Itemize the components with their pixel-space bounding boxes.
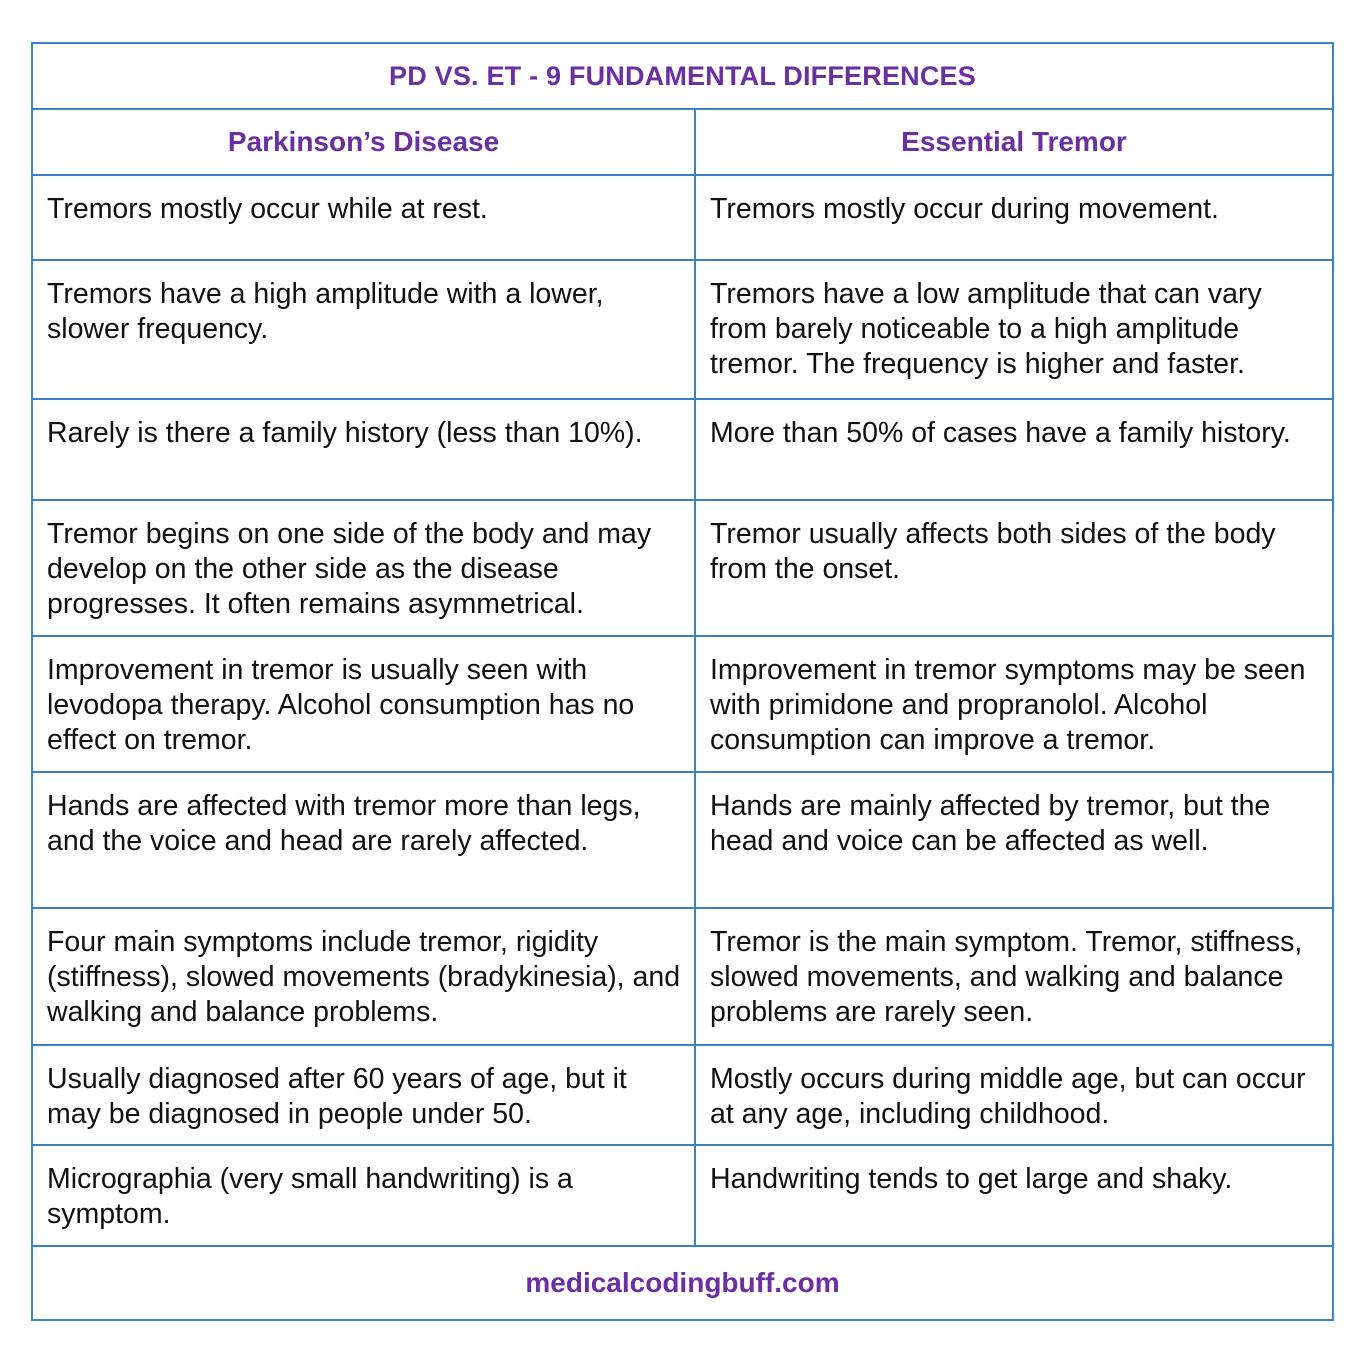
table-title: PD VS. ET - 9 FUNDAMENTAL DIFFERENCES (32, 43, 1333, 109)
table-row (32, 260, 1333, 399)
parkinsons-cell: Tremor begins on one side of the body and may develop on the other side as the disease progresses. It often remains asymmetrical. (32, 500, 695, 636)
header-row (32, 109, 1333, 175)
parkinsons-cell: Hands are affected with tremor more than legs, and the voice and head are rarely affected. (32, 772, 695, 908)
table-row (32, 500, 1333, 636)
table-row (32, 636, 1333, 772)
footer-row (32, 1246, 1333, 1320)
essential-tremor-cell: Tremors have a low amplitude that can vary from barely noticeable to a high amplitude tremor. The frequency is higher and faster. (695, 260, 1333, 399)
parkinsons-cell: Tremors mostly occur while at rest. (32, 175, 695, 260)
comparison-table (31, 42, 1334, 1321)
table-row (32, 1045, 1333, 1145)
parkinsons-cell: Improvement in tremor is usually seen with levodopa therapy. Alcohol consumption has no effect on tremor. (32, 636, 695, 772)
essential-tremor-cell: Hands are mainly affected by tremor, but the head and voice can be affected as well. (695, 772, 1333, 908)
table-row (32, 399, 1333, 500)
essential-tremor-cell: Tremor is the main symptom. Tremor, stiffness, slowed movements, and walking and balance problems are rarely seen. (695, 908, 1333, 1045)
title-row (32, 43, 1333, 109)
table-row (32, 908, 1333, 1045)
essential-tremor-cell: Tremor usually affects both sides of the body from the onset. (695, 500, 1333, 636)
parkinsons-cell: Four main symptoms include tremor, rigidity (stiffness), slowed movements (bradykinesia), and walking and balance problems. (32, 908, 695, 1045)
parkinsons-cell: Usually diagnosed after 60 years of age, but it may be diagnosed in people under 50. (32, 1045, 695, 1145)
essential-tremor-cell: Handwriting tends to get large and shaky. (695, 1145, 1333, 1246)
parkinsons-cell: Micrographia (very small handwriting) is a symptom. (32, 1145, 695, 1246)
essential-tremor-cell: Tremors mostly occur during movement. (695, 175, 1333, 260)
essential-tremor-cell: Improvement in tremor symptoms may be seen with primidone and propranolol. Alcohol consumption can improve a tremor. (695, 636, 1333, 772)
table-row (32, 772, 1333, 908)
table-row (32, 1145, 1333, 1246)
parkinsons-cell: Rarely is there a family history (less than 10%). (32, 399, 695, 500)
source-website: medicalcodingbuff.com (32, 1246, 1333, 1320)
column-header-essential-tremor: Essential Tremor (695, 109, 1333, 175)
essential-tremor-cell: More than 50% of cases have a family history. (695, 399, 1333, 500)
table-row (32, 175, 1333, 260)
essential-tremor-cell: Mostly occurs during middle age, but can occur at any age, including childhood. (695, 1045, 1333, 1145)
column-header-parkinsons: Parkinson’s Disease (32, 109, 695, 175)
parkinsons-cell: Tremors have a high amplitude with a lower, slower frequency. (32, 260, 695, 399)
